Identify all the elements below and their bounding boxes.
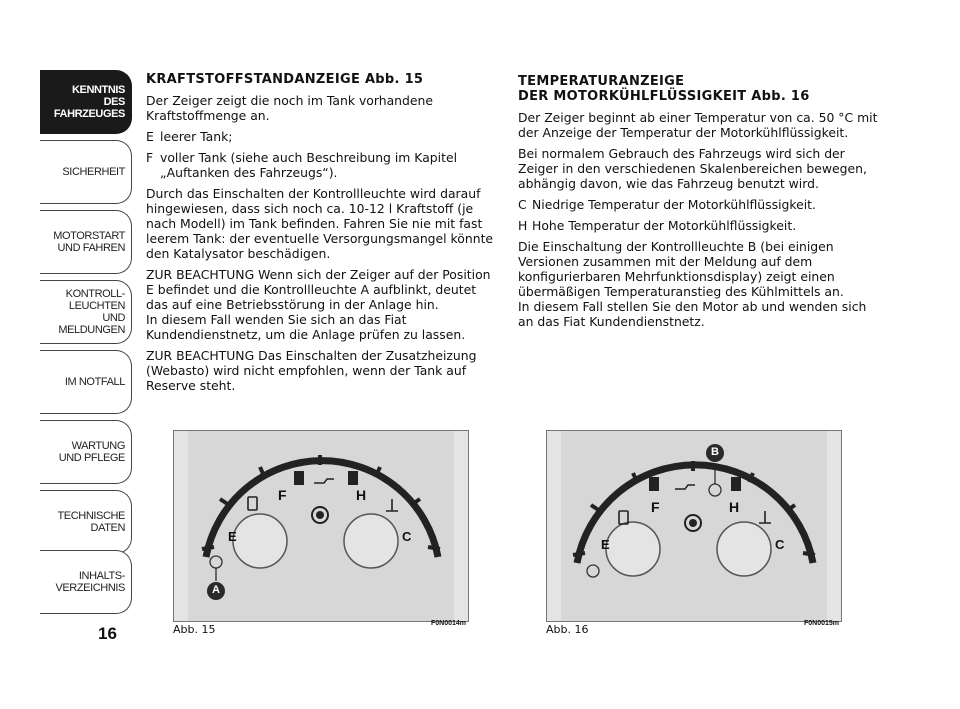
list-item	[518, 218, 878, 233]
figure-fuel-gauge	[173, 430, 469, 622]
temperature-gauge-illustration	[547, 431, 841, 621]
list-item	[518, 197, 878, 212]
tab-wartung-und-pflege[interactable]	[40, 420, 132, 484]
tab-label: IM NOTFALL	[64, 376, 125, 388]
tab-inhaltsverzeichnis[interactable]	[40, 550, 132, 614]
paragraph: In diesem Fall wenden Sie sich an das Fiat Kundendienstnetz, um die Anlage prüfen zu lassen.	[146, 312, 466, 342]
list-item	[146, 129, 496, 144]
section-title: DER MOTORKÜHLFLÜSSIGKEIT Abb. 16	[518, 89, 810, 104]
item-text: voller Tank (siehe auch Beschreibung im Kapitel „Auftanken des Fahrzeugs“).	[160, 150, 458, 180]
scale-label-hot: H	[729, 499, 740, 515]
tab-im-notfall[interactable]	[40, 350, 132, 414]
paragraph: In diesem Fall stellen Sie den Motor ab und wenden sich an das Fiat Kundendienstnetz.	[518, 299, 867, 329]
figure-caption: Abb. 16	[546, 623, 589, 636]
scale-label-hot: H	[356, 487, 367, 503]
scale-label-full: F	[278, 487, 287, 503]
tab-sicherheit[interactable]	[40, 140, 132, 204]
coolant-temperature-section	[518, 74, 878, 335]
tab-kontrollleuchten-und-meldungen[interactable]	[40, 280, 132, 344]
scale-label-empty: E	[228, 529, 237, 544]
tab-label: WARTUNG UND PFLEGE	[58, 440, 125, 464]
paragraph: Die Einschaltung der Kontrollleuchte B (bei einigen Versionen zusammen mit der Meldung auf dem konfigurierbaren Mehrfunktionsdisplay) zeigt einen übermäßigen Temperaturanstieg des Kühlmittels an.	[518, 239, 844, 299]
paragraph: Der Zeiger zeigt die noch im Tank vorhandene Kraftstoffmenge an.	[146, 93, 433, 123]
callout-a: A	[212, 584, 220, 596]
tab-motorstart-und-fahren[interactable]	[40, 210, 132, 274]
scale-label-empty: E	[601, 537, 610, 552]
tab-label: KENNTNIS DES FAHRZEUGES	[53, 84, 125, 120]
tab-label: KONTROLL- LEUCHTEN UND MELDUNGEN	[58, 288, 125, 336]
paragraph: ZUR BEACHTUNG Wenn sich der Zeiger auf der Position E befindet und die Kontrollleuchte A aufblinkt, deutet das auf eine Betriebsstörung in der Anlage hin.	[146, 267, 491, 312]
paragraph: Durch das Einschalten der Kontrollleuchte wird darauf hingewiesen, dass sich noch ca. 10-12 l Kraftstoff (je nach Modell) im Tank befinden. Fahren Sie nie mit fast leerem Tank: der eventuelle Versorgungsmangel könnte den Katalysator beschädigen.	[146, 186, 494, 261]
scale-label-cold: C	[775, 537, 785, 552]
tab-kenntnis-des-fahrzeuges[interactable]	[40, 70, 132, 134]
fuel-gauge-section	[146, 72, 496, 399]
section-title: KRAFTSTOFFSTANDANZEIGE Abb. 15	[146, 72, 424, 87]
scale-label-cold: C	[402, 529, 412, 544]
item-key: C	[518, 197, 527, 212]
section-title: TEMPERATURANZEIGE	[518, 74, 685, 89]
figure-code: F0N0015m	[804, 620, 840, 627]
page-number: 16	[98, 624, 117, 643]
tab-technische-daten[interactable]	[40, 490, 132, 554]
tab-label: MOTORSTART UND FAHREN	[53, 230, 125, 254]
item-text: leerer Tank;	[160, 129, 233, 144]
figure-code: F0N0014m	[431, 620, 467, 627]
item-key: E	[146, 129, 154, 144]
figure-caption: Abb. 15	[173, 623, 216, 636]
list-item	[146, 150, 496, 180]
item-key: H	[518, 218, 528, 233]
tab-label: INHALTS- VERZEICHNIS	[55, 570, 125, 594]
item-key: F	[146, 150, 154, 165]
paragraph: Der Zeiger beginnt ab einer Temperatur von ca. 50 °C mit der Anzeige der Temperatur der Motorkühlflüssigkeit.	[518, 110, 878, 140]
scale-label-full: F	[651, 499, 660, 515]
figure-temperature-gauge	[546, 430, 842, 622]
item-text: Hohe Temperatur der Motorkühlflüssigkeit.	[532, 218, 797, 233]
paragraph: Bei normalem Gebrauch des Fahrzeugs wird sich der Zeiger in den verschiedenen Skalenbereichen bewegen, abhängig davon, wie das Fahrzeug benutzt wird.	[518, 146, 867, 191]
callout-b: B	[711, 446, 719, 458]
item-text: Niedrige Temperatur der Motorkühlflüssigkeit.	[532, 197, 816, 212]
tab-label: TECHNISCHE DATEN	[57, 510, 125, 534]
paragraph: ZUR BEACHTUNG Das Einschalten der Zusatzheizung (Webasto) wird nicht empfohlen, wenn der Tank auf Reserve steht.	[146, 348, 477, 393]
tab-label: SICHERHEIT	[62, 166, 125, 178]
